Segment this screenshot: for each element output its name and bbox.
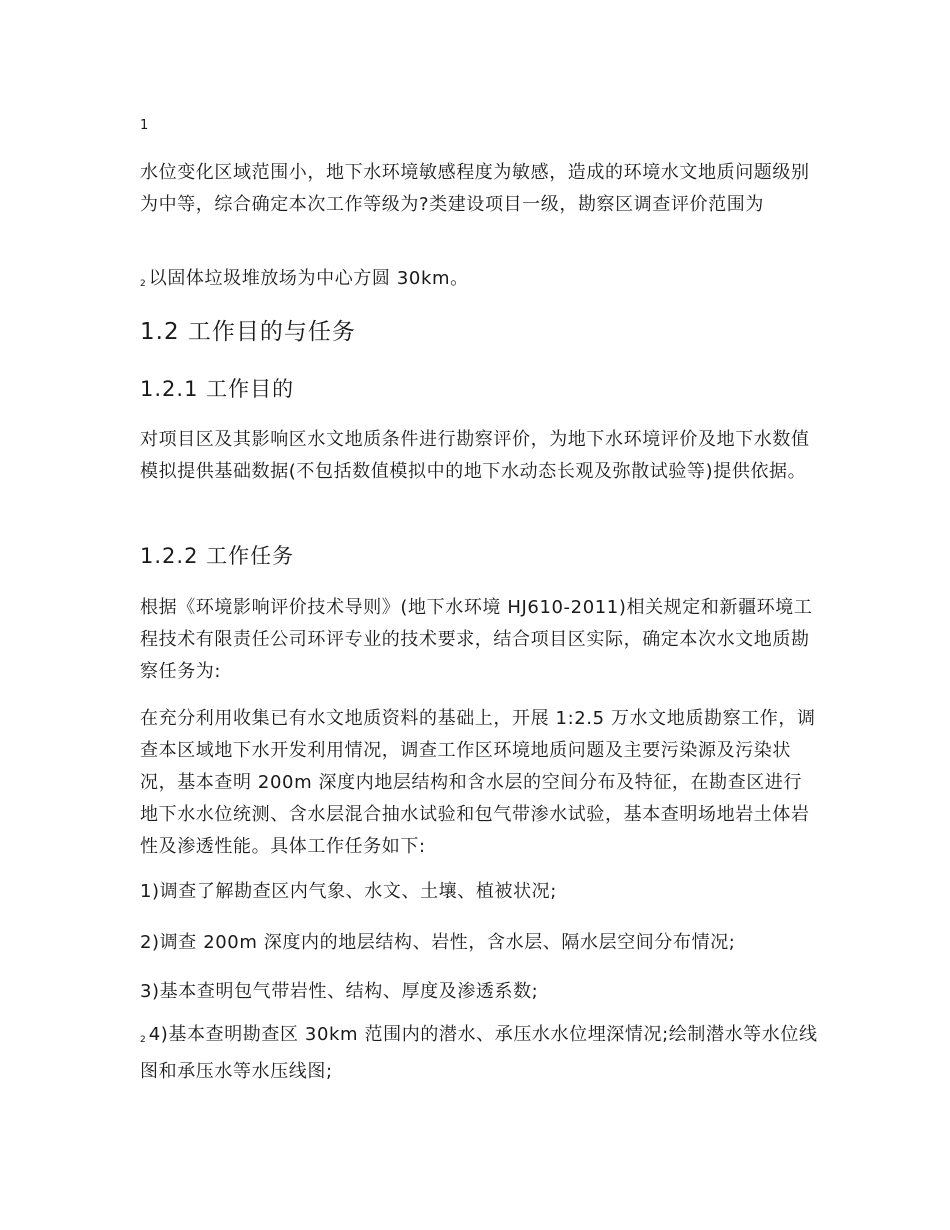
paragraph-basis: 根据《环境影响评价技术导则》(地下水环境 HJ610-2011)相关规定和新疆环境工程技术有限责任公司环评专业的技术要求，结合项目区实际，确定本次水文地质勘察任务为: bbox=[140, 597, 813, 682]
superscript-marker: 2 bbox=[140, 279, 146, 289]
heading-1-2-1: 1.2.1 工作目的 bbox=[140, 377, 295, 401]
paragraph-intro: 水位变化区域范围小，地下水环境敏感程度为敏感，造成的环境水文地质问题级别为中等，综合确定本次工作等级为?类建设项目一级，勘察区调查评价范围为 bbox=[140, 162, 810, 215]
task-item-2: 2)调查 200m 深度内的地层结构、岩性，含水层、隔水层空间分布情况; bbox=[140, 932, 736, 953]
paragraph-tasks: 在充分利用收集已有水文地质资料的基础上，开展 1:2.5 万水文地质勘察工作，调查本区域地下水开发利用情况，调查工作区环境地质问题及主要污染源及污染状况，基本查明 200m 深度内地层结构和含水层的空间分布及特征，在勘查区进行地下水水位统测、含水层混合抽水试验和包气带渗水试验，基本查明场地岩土体岩性及渗透性能。具体工作任务如下: bbox=[140, 708, 816, 857]
paragraph-scope bbox=[140, 263, 820, 300]
paragraph-scope-text: 以固体垃圾堆放场为中心方圆 30km。 bbox=[148, 268, 469, 289]
task-item-3: 3)基本查明包气带岩性、结构、厚度及渗透系数; bbox=[140, 981, 539, 1002]
heading-1-2-2: 1.2.2 工作任务 bbox=[140, 544, 295, 568]
heading-1-2: 1.2 工作目的与任务 bbox=[140, 319, 356, 345]
task-item-4 bbox=[140, 1019, 820, 1088]
page-number: 1 bbox=[140, 118, 149, 133]
task-item-4-text: 4)基本查明勘查区 30km 范围内的潜水、承压水水位埋深情况;绘制潜水等水位线图和承压水等水压线图; bbox=[140, 1024, 818, 1082]
paragraph-purpose: 对项目区及其影响区水文地质条件进行勘察评价，为地下水环境评价及地下水数值模拟提供基础数据(不包括数值模拟中的地下水动态长观及弥散试验等)提供依据。 bbox=[140, 429, 810, 482]
superscript-marker: 2 bbox=[140, 1035, 146, 1045]
task-item-1: 1)调查了解勘查区内气象、水文、土壤、植被状况; bbox=[140, 881, 557, 902]
